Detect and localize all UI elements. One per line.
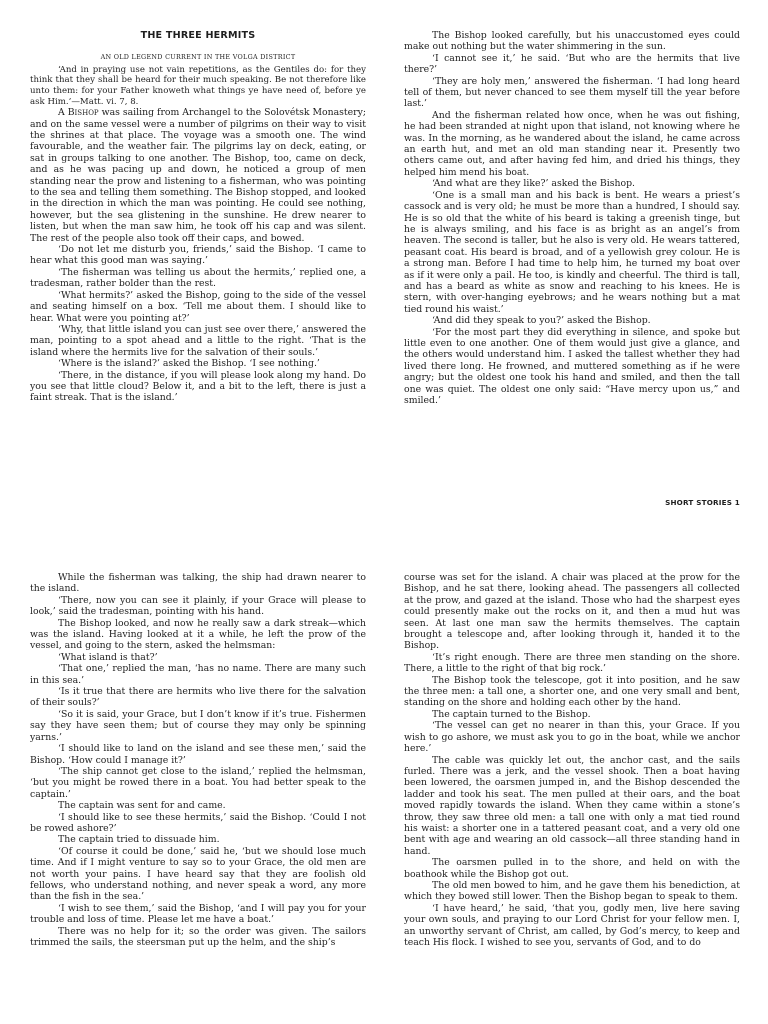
paragraph: The captain was sent for and came. xyxy=(58,800,226,812)
paragraph: ‘Why, that little island you can just see over there,’ answered the man, pointing to a spot ahead and a little to the right. ‘That is the island where the hermits live for the salvation of their souls.’ xyxy=(30,323,366,358)
opening-words: A Bishop xyxy=(58,107,99,119)
paragraph: The captain tried to dissuade him. xyxy=(58,834,220,846)
paragraph: ‘The ship cannot get close to the island,’ replied the helmsman, ‘but you might be rowed there in a boat. You had better speak to the captain.’ xyxy=(30,765,366,800)
story-title: THE THREE HERMITS xyxy=(140,30,256,41)
paragraph: ‘The fisherman was telling us about the hermits,’ replied one, a tradesman, rather bolder than the rest. xyxy=(30,266,366,290)
paragraph: The cable was quickly let out, the anchor cast, and the sails furled. There was a jerk, and the vessel shook. Then a boat having been lowered, the oarsmen jumped in, and the Bishop descended the ladder and took his seat. The men pulled at their oars, and the boat moved rapidly towards the island. When they came within a stone’s throw, they saw three old men: a tall one with only a mat tied round his waist: a shorter one in a tattered peasant coat, and a very old one bent with age and wearing an old cassock—all three standing hand in hand. xyxy=(404,754,740,857)
paragraph: The old men bowed to him, and he gave them his benediction, at which they bowed still lower. Then the Bishop began to speak to them. xyxy=(404,879,740,903)
paragraph: The Bishop looked carefully, but his unaccustomed eyes could make out nothing but the water shimmering in the sun. xyxy=(404,30,740,53)
opening-text: was sailing from Archangel to the Solovétsk Monastery; and on the same vessel were a number of pilgrims on their way to visit the shrines at that place. The voyage was a smooth one. The wind favourable, and the weather fair. The pilgrims lay on deck, eating, or sat in groups talking to one another. The Bishop, too, came on deck, and as he was pacing up and down, he noticed a group of men standing near the prow and listening to a fisherman, who was pointing to the sea and telling them something. The Bishop stopped, and looked in the direction in which the man was pointing. He could see nothing, however, but the sea glistening in the sunshine. He drew nearer to listen, but when the man saw him, he took off his cap and was silent. The rest of the people also took off their caps, and bowed. xyxy=(30,107,366,244)
paragraph: The oarsmen pulled in to the shore, and held on with the boathook while the Bishop got out. xyxy=(404,857,740,880)
paragraph: ‘I cannot see it,’ he said. ‘But who are the hermits that live there?’ xyxy=(404,52,740,76)
paragraph: ‘Is it true that there are hermits who live there for the salvation of their souls?’ xyxy=(30,686,366,709)
paragraph: ‘I should like to land on the island and see these men,’ said the Bishop. ‘How could I manage it?’ xyxy=(30,743,366,766)
page-one-right-column xyxy=(404,30,740,406)
paragraph: ‘For the most part they did everything in silence, and spoke but little even to one another. One of them would just give a glance, and the others would understand him. I asked the tallest whether they had lived there long. He frowned, and muttered something as if he were angry; but the oldest one took his hand and smiled, and then the tall one was quiet. The oldest one only said: “Have mercy upon us,” and smiled.’ xyxy=(404,326,740,406)
paragraph: ‘I should like to see these hermits,’ said the Bishop. ‘Could I not be rowed ashore?’ xyxy=(30,811,366,834)
page-one-left-paragraphs xyxy=(30,244,366,404)
paragraph: ‘Of course it could be done,’ said he, ‘but we should lose much time. And if I might venture to say so to your Grace, the old men are not worth your pains. I have heard say that they are foolish old fellows, who understand nothing, and never speak a word, any more than the fish in the sea.’ xyxy=(30,845,366,903)
paragraph: ‘There, now you can see it plainly, if your Grace will please to look,’ said the tradesman, pointing with his hand. xyxy=(30,594,366,618)
paragraph: ‘What hermits?’ asked the Bishop, going to the side of the vessel and seating himself on a box. ‘Tell me about them. I should like to hear. What were you pointing at?’ xyxy=(30,289,366,324)
paragraph: ‘Do not let me disturb you, friends,’ said the Bishop. ‘I came to hear what this good man was saying.’ xyxy=(30,244,366,267)
paragraph: ‘They are holy men,’ answered the fisherman. ‘I had long heard tell of them, but never chanced to see them myself till the year before last.’ xyxy=(404,75,740,110)
paragraph: And the fisherman related how once, when he was out fishing, he had been stranded at night upon that island, not knowing where he was. In the morning, as he wandered about the island, he came across an earth hut, and met an old man standing near it. Presently two others came out, and after having fed him, and dried his things, they helped him mend his boat. xyxy=(404,109,740,178)
running-footer: SHORT STORIES 1 xyxy=(665,498,740,507)
page-two-right-column xyxy=(404,572,740,948)
story-subtitle: AN OLD LEGEND CURRENT IN THE VOLGA DISTRICT xyxy=(100,53,296,62)
paragraph: The Bishop took the telescope, got it into position, and he saw the three men: a tall one, a shorter one, and one very small and bent, standing on the shore and holding each other by the hand. xyxy=(404,674,740,709)
page-one-left-column xyxy=(30,30,366,404)
paragraph: ‘And did they speak to you?’ asked the Bishop. xyxy=(432,315,651,327)
paragraph: The Bishop looked, and now he really saw a dark streak—which was the island. Having looked at it a while, he left the prow of the vessel, and going to the stern, asked the helmsman: xyxy=(30,617,366,652)
paragraph: ‘One is a small man and his back is bent. He wears a priest’s cassock and is very old; he must be more than a hundred, I should say. He is so old that the white of his beard is taking a greenish tinge, but he is always smiling, and his face is as bright as an angel’s from heaven. The second is taller, but he also is very old. He wears tattered, peasant coat. His beard is broad, and of a yellowish grey colour. He is a strong man. Before I had time to help him, he turned my boat over as if it were only a pail. He too, is kindly and cheerful. The third is tall, and has a beard as white as snow and reaching to his knees. He is stern, with over-hanging eyebrows; and he wears nothing but a mat tied round his waist.’ xyxy=(404,189,740,315)
paragraph: ‘It’s right enough. There are three men standing on the shore. There, a little to the right of that big rock.’ xyxy=(404,651,740,675)
paragraph: While the fisherman was talking, the ship had drawn nearer to the island. xyxy=(30,572,366,595)
paragraph: ‘The vessel can get no nearer in than this, your Grace. If you wish to go ashore, we must ask you to go in the boat, while we anchor here.’ xyxy=(404,720,740,755)
paragraph: The captain turned to the Bishop. xyxy=(432,708,591,720)
paragraph: ‘And what are they like?’ asked the Bishop. xyxy=(432,178,636,190)
paragraph: ‘I have heard,’ he said, ‘that you, godly men, live here saving your own souls, and praying to our Lord Christ for your fellow men. I, an unworthy servant of Christ, am called, by God’s mercy, to keep and teach His flock. I wished to see you, servants of God, and to do xyxy=(404,902,740,948)
paragraph: There was no help for it; so the order was given. The sailors trimmed the sails, the steersman put up the helm, and the ship’s xyxy=(30,925,366,948)
page-two-right-paragraphs xyxy=(404,652,740,949)
opening-paragraph xyxy=(30,107,366,244)
page-two-left-paragraphs xyxy=(30,572,366,948)
epigraph: ‘And in praying use not vain repetitions, as the Gentiles do: for they think that they shall be heard for their much speaking. Be not therefore like unto them: for your Father knoweth what things ye have need of, before ye ask Him.’—Matt. vi. 7, 8. xyxy=(30,64,366,107)
page-two-left-column xyxy=(30,572,366,948)
page-two xyxy=(0,512,768,1024)
paragraph: ‘Where is the island?’ asked the Bishop. ‘I see nothing.’ xyxy=(58,358,320,370)
paragraph: ‘What island is that?’ xyxy=(58,651,158,663)
page-one-right-paragraphs xyxy=(404,30,740,406)
paragraph: ‘So it is said, your Grace, but I don’t know if it’s true. Fishermen say they have seen them; but of course they may only be spinning yarns.’ xyxy=(30,708,366,743)
paragraph: ‘There, in the distance, if you will please look along my hand. Do you see that little cloud? Below it, and a bit to the left, there is just a faint streak. That is the island.’ xyxy=(30,369,366,404)
continued-paragraph: course was set for the island. A chair was placed at the prow for the Bishop, and he sat there, looking ahead. The passengers all collected at the prow, and gazed at the island. Those who had the sharpest eyes could presently make out the rocks on it, and then a mud hut was seen. At last one man saw the hermits themselves. The captain brought a telescope and, after looking through it, handed it to the Bishop. xyxy=(404,572,740,652)
paragraph: ‘That one,’ replied the man, ‘has no name. There are many such in this sea.’ xyxy=(30,663,366,686)
paragraph: ‘I wish to see them,’ said the Bishop, ‘and I will pay you for your trouble and loss of time. Please let me have a boat.’ xyxy=(30,902,366,926)
